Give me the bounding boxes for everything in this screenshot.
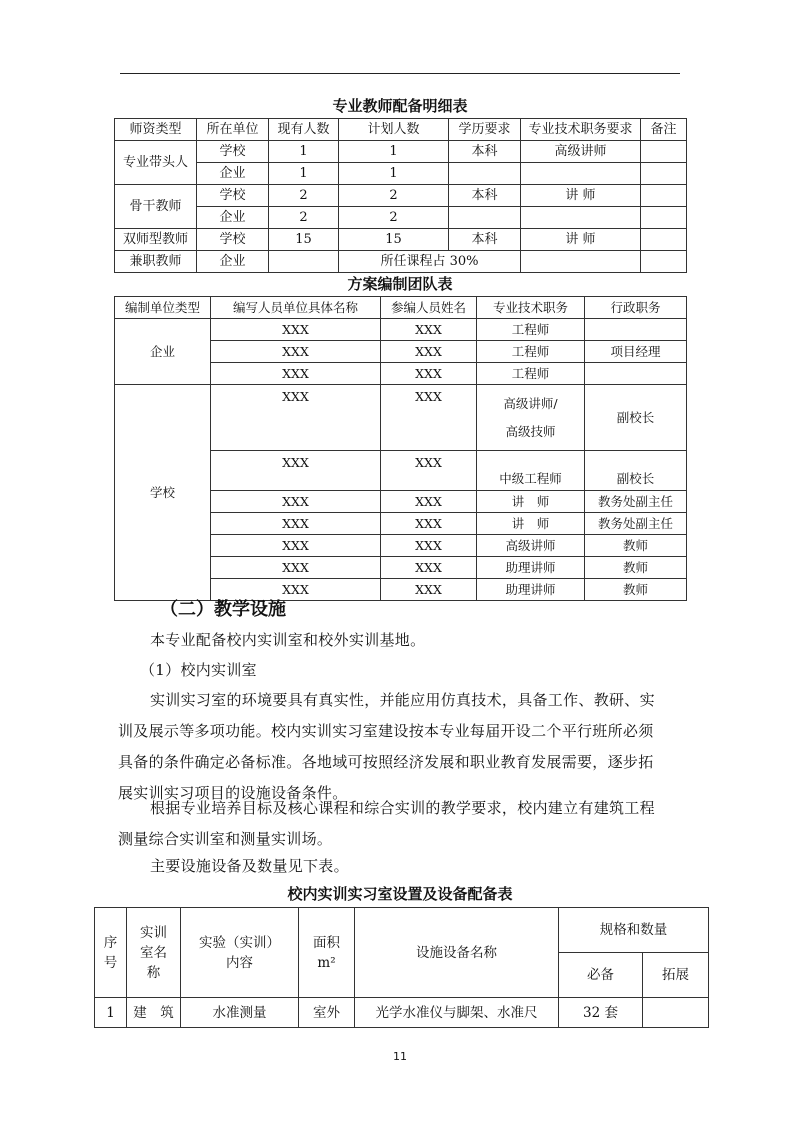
- tech-title-line: 工程师: [511, 343, 550, 359]
- cell-person-name: XXX: [381, 319, 477, 341]
- cell-teacher-type: 双师型教师: [115, 229, 197, 251]
- cell-remark: [641, 141, 687, 163]
- cell-teacher-type: 专业带头人: [115, 141, 197, 185]
- cell-person-name: XXX: [381, 363, 477, 385]
- cell-tech-title: [477, 451, 585, 491]
- cell-tech-title: [477, 363, 585, 385]
- cell-education: [449, 163, 521, 185]
- cell-title: [521, 207, 641, 229]
- header-no: 序 号: [95, 908, 127, 998]
- tech-title-line: 讲 师: [511, 515, 550, 531]
- cell-person-name: XXX: [381, 557, 477, 579]
- header-room: 实训 室名 称: [127, 908, 181, 998]
- cell-education: 本科: [449, 185, 521, 207]
- column-header: 专业技术职务要求: [521, 119, 641, 141]
- cell-unit: 学校: [197, 141, 269, 163]
- cell-note: 所任课程占 30%: [339, 251, 521, 273]
- cell-admin-title: [585, 319, 687, 341]
- cell-unit-name: XXX: [211, 557, 381, 579]
- cell-tech-title: [477, 491, 585, 513]
- cell-unit-name: XXX: [211, 491, 381, 513]
- cell-remark: [641, 251, 687, 273]
- cell-equipment: 光学水准仪与脚架、水准尺: [355, 998, 559, 1028]
- cell-current: 2: [269, 207, 339, 229]
- cell-remark: [641, 163, 687, 185]
- cell-person-name: XXX: [381, 491, 477, 513]
- tech-title-line: 高级技师: [505, 423, 556, 439]
- cell-unit: 企业: [197, 251, 269, 273]
- cell-current: 1: [269, 163, 339, 185]
- cell-extended: [643, 998, 709, 1028]
- cell-unit-type: 学校: [115, 385, 211, 601]
- table3-caption: 校内实训实习室设置及设备配备表: [287, 885, 513, 903]
- cell-unit: 企业: [197, 207, 269, 229]
- cell-title: 讲 师: [521, 185, 641, 207]
- table-header-row: [115, 119, 687, 141]
- cell-required: 32 套: [559, 998, 643, 1028]
- paragraph-5: 主要设施设备及数量见下表。: [150, 857, 349, 875]
- cell-admin-title: [585, 363, 687, 385]
- cell-unit: 学校: [197, 185, 269, 207]
- cell-unit-name: XXX: [211, 579, 381, 601]
- column-header: 师资类型: [115, 119, 197, 141]
- header-required: 必备: [559, 953, 643, 998]
- cell-education: 本科: [449, 229, 521, 251]
- paragraph-3-line: 实训实习室的环境要具有真实性，并能应用仿真技术，具备工作、教研、实: [150, 691, 655, 709]
- header-area: 面积 m²: [299, 908, 355, 998]
- tech-title-line: 工程师: [511, 321, 550, 337]
- table-row: [115, 229, 687, 251]
- table-row: [115, 141, 687, 163]
- cell-education: 本科: [449, 141, 521, 163]
- cell-admin-title: 教师: [585, 557, 687, 579]
- cell-person-name: XXX: [381, 579, 477, 601]
- column-header: 计划人数: [339, 119, 449, 141]
- team-table: [114, 296, 687, 601]
- cell-tech-title: [477, 341, 585, 363]
- cell-admin-title: 教务处副主任: [585, 491, 687, 513]
- cell-tech-title: [477, 557, 585, 579]
- paragraph-4-line: 根据专业培养目标及核心课程和综合实训的教学要求，校内建立有建筑工程: [150, 799, 655, 817]
- cell-title: 高级讲师: [521, 141, 641, 163]
- tech-title-line: 高级讲师/: [503, 395, 558, 411]
- cell-unit-name: XXX: [211, 319, 381, 341]
- header-rule: [120, 73, 680, 74]
- paragraph-1: 本专业配备校内实训室和校外实训基地。: [150, 631, 426, 649]
- tech-title-line: 工程师: [511, 365, 550, 381]
- header-equipment: 设施设备名称: [355, 908, 559, 998]
- cell-admin-title: 项目经理: [585, 341, 687, 363]
- cell-current: [269, 251, 339, 273]
- cell-unit-name: XXX: [211, 385, 381, 451]
- column-header: 所在单位: [197, 119, 269, 141]
- column-header: 参编人员姓名: [381, 297, 477, 319]
- column-header: 现有人数: [269, 119, 339, 141]
- column-header: 学历要求: [449, 119, 521, 141]
- cell-planned: 15: [339, 229, 449, 251]
- cell-unit: 学校: [197, 229, 269, 251]
- cell-current: 2: [269, 185, 339, 207]
- table1-caption: 专业教师配备明细表: [332, 97, 468, 115]
- section-heading: （二）教学设施: [160, 599, 286, 620]
- paragraph-3-line: 展实训实习项目的设施设备条件。: [118, 784, 348, 802]
- facility-table: [94, 907, 709, 1028]
- cell-room: 建 筑: [127, 998, 181, 1028]
- page-number: 11: [393, 1050, 407, 1063]
- cell-admin-title: 教师: [585, 579, 687, 601]
- cell-title: [521, 163, 641, 185]
- cell-unit-name: XXX: [211, 341, 381, 363]
- tech-title-line: 助理讲师: [505, 559, 556, 575]
- cell-planned: 2: [339, 207, 449, 229]
- cell-teacher-type: 骨干教师: [115, 185, 197, 229]
- table-row: [115, 251, 687, 273]
- cell-planned: 1: [339, 141, 449, 163]
- cell-tech-title: [477, 513, 585, 535]
- cell-current: 1: [269, 141, 339, 163]
- cell-unit-name: XXX: [211, 451, 381, 491]
- cell-admin-title: 教务处副主任: [585, 513, 687, 535]
- header-spec: 规格和数量: [559, 908, 709, 953]
- column-header: 编制单位类型: [115, 297, 211, 319]
- cell-unit-name: XXX: [211, 363, 381, 385]
- cell-tech-title: [477, 535, 585, 557]
- cell-admin-title: 副校长: [585, 451, 687, 491]
- table-row: [115, 207, 687, 229]
- column-header: 备注: [641, 119, 687, 141]
- cell-person-name: XXX: [381, 535, 477, 557]
- cell-admin-title: 副校长: [585, 385, 687, 451]
- cell-education: [449, 207, 521, 229]
- table2-caption: 方案编制团队表: [347, 275, 453, 293]
- cell-remark: [641, 229, 687, 251]
- cell-unit-name: XXX: [211, 535, 381, 557]
- column-header: 编写人员单位具体名称: [211, 297, 381, 319]
- cell-person-name: XXX: [381, 513, 477, 535]
- table-row: [95, 998, 709, 1028]
- cell-current: 15: [269, 229, 339, 251]
- table-row: [115, 185, 687, 207]
- tech-title-line: 讲 师: [511, 493, 550, 509]
- paragraph-2: （1）校内实训室: [140, 661, 257, 679]
- teacher-staffing-table: [114, 118, 687, 273]
- cell-person-name: XXX: [381, 341, 477, 363]
- cell-planned: 2: [339, 185, 449, 207]
- cell-area: 室外: [299, 998, 355, 1028]
- cell-remark: [641, 185, 687, 207]
- cell-tech-title: [477, 579, 585, 601]
- table-row: [115, 163, 687, 185]
- paragraph-4: [118, 793, 698, 855]
- cell-title: [521, 251, 641, 273]
- tech-title-line: 中级工程师: [499, 471, 562, 486]
- cell-content: 水准测量: [181, 998, 299, 1028]
- tech-title-line: 助理讲师: [505, 581, 556, 597]
- cell-unit-type: 企业: [115, 319, 211, 385]
- cell-unit-name: XXX: [211, 513, 381, 535]
- header-content: 实验（实训） 内容: [181, 908, 299, 998]
- cell-tech-title: [477, 319, 585, 341]
- cell-person-name: XXX: [381, 385, 477, 451]
- paragraph-3: [118, 685, 698, 809]
- paragraph-3-line: 具备的条件确定必备标准。各地域可按照经济发展和职业教育发展需要，逐步拓: [118, 753, 654, 771]
- tech-title-line: 高级讲师: [505, 537, 556, 553]
- cell-title: 讲 师: [521, 229, 641, 251]
- table-row: [115, 385, 687, 451]
- table-row: [115, 319, 687, 341]
- cell-no: 1: [95, 998, 127, 1028]
- cell-admin-title: 教师: [585, 535, 687, 557]
- cell-tech-title: [477, 385, 585, 451]
- paragraph-3-line: 训及展示等多项功能。校内实训实习室建设按本专业每届开设二个平行班所必须: [118, 722, 654, 740]
- header-extended: 拓展: [643, 953, 709, 998]
- table-header-row: [115, 297, 687, 319]
- cell-teacher-type: 兼职教师: [115, 251, 197, 273]
- column-header: 专业技术职务: [477, 297, 585, 319]
- cell-person-name: XXX: [381, 451, 477, 491]
- paragraph-4-line: 测量综合实训室和测量实训场。: [118, 830, 333, 848]
- cell-remark: [641, 207, 687, 229]
- cell-planned: 1: [339, 163, 449, 185]
- cell-unit: 企业: [197, 163, 269, 185]
- column-header: 行政职务: [585, 297, 687, 319]
